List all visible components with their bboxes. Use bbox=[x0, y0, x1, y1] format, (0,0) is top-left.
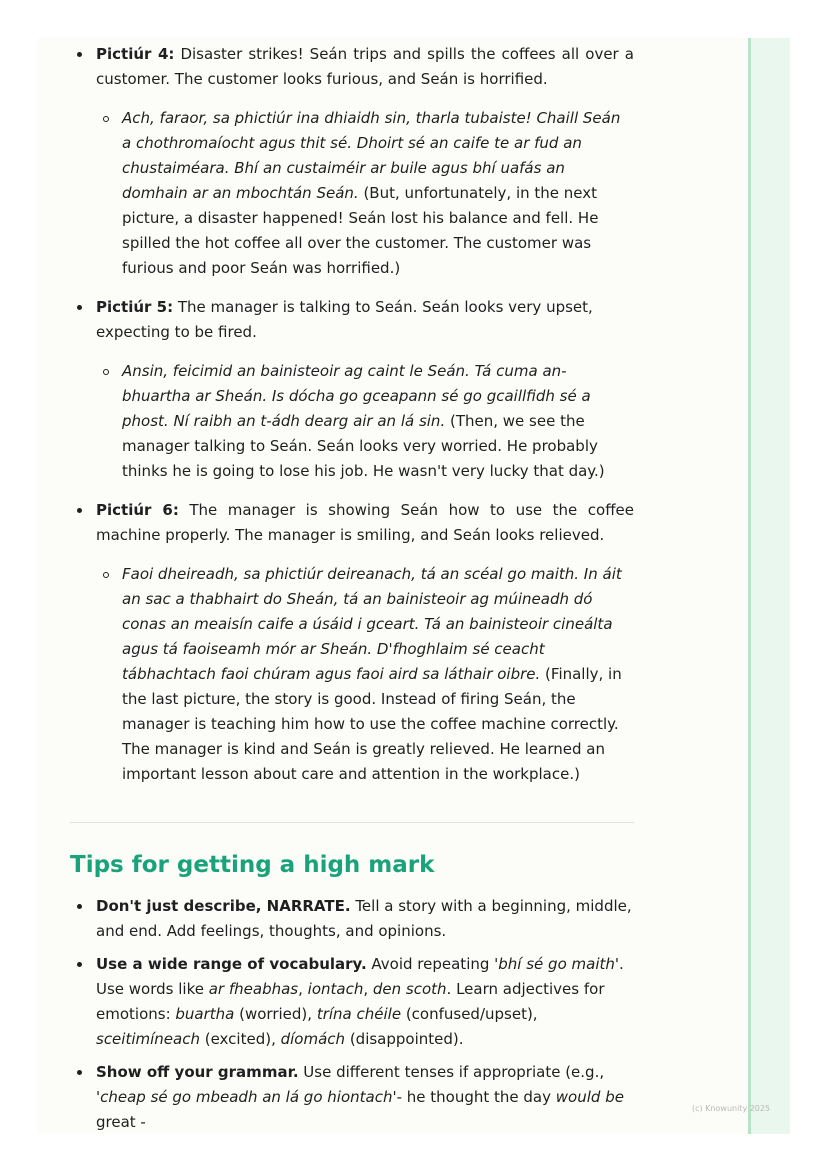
tip-2-word: díomách bbox=[280, 1030, 346, 1048]
tip-2-bold: Use a wide range of vocabulary. bbox=[96, 955, 367, 973]
tip-3-bold: Show off your grammar. bbox=[96, 1063, 299, 1081]
picture-6-irish-item bbox=[96, 562, 634, 787]
picture-5-irish: Ansin, feicimid an bainisteoir ag caint le Seán. Tá cuma an-bhuartha ar Sheán. Is dócha go gceapann sé go gcaillfidh sé a phost. Ní raibh an t-ádh dearg air an lá sin. bbox=[122, 362, 591, 430]
picture-6-item bbox=[70, 498, 634, 787]
tips-list bbox=[70, 894, 634, 1143]
picture-4-irish-item bbox=[96, 106, 634, 281]
tip-3-example: 'cheap sé go mbeadh an lá go hiontach' bbox=[96, 1088, 397, 1106]
tip-3-text: Use different tenses if appropriate (e.g., bbox=[298, 1063, 605, 1081]
tip-3-text: great - bbox=[96, 1113, 146, 1131]
picture-4-item bbox=[70, 42, 634, 281]
tip-2-text: (confused/upset), bbox=[401, 1005, 538, 1023]
tip-2-word: buartha bbox=[175, 1005, 235, 1023]
picture-descriptions bbox=[70, 42, 634, 801]
tip-1-bold: Don't just describe, NARRATE. bbox=[96, 897, 351, 915]
picture-4-label: Pictiúr 4: bbox=[96, 45, 175, 63]
side-accent-bar bbox=[748, 38, 790, 1134]
picture-6-text: The manager is showing Seán how to use the coffee machine properly. The manager is smiling, and Seán looks relieved. bbox=[96, 501, 634, 544]
copyright-footer: (c) Knowunity 2025 bbox=[692, 1104, 771, 1113]
tip-2-text: (disappointed). bbox=[345, 1030, 464, 1048]
tip-2-text: (worried), bbox=[234, 1005, 317, 1023]
picture-4-summary bbox=[96, 42, 634, 92]
picture-5-translation: (Then, we see the manager talking to Seán. Seán looks very worried. He probably thinks he is going to lose his job. He wasn't very lucky that day.) bbox=[122, 412, 605, 480]
tip-2-text: Avoid repeating bbox=[366, 955, 495, 973]
picture-6-translation: (Finally, in the last picture, the story is good. Instead of firing Seán, the manager is teaching him how to use the coffee machine correctly. The manager is kind and Seán is greatly relieved. He learned an important lesson about care and attention in the workplace.) bbox=[122, 665, 622, 783]
picture-6-summary bbox=[96, 498, 634, 548]
tip-2-word: sceitimíneach bbox=[96, 1030, 200, 1048]
tip-narrate bbox=[70, 894, 634, 944]
picture-4-irish: Ach, faraor, sa phictiúr ina dhiaidh sin, tharla tubaiste! Chaill Seán a chothromaíocht agus thit sé. Dhoirt sé an caife te ar fud an chustaiméara. Bhí an custaiméir ar buile agus bhí uafás an domhain ar an mbochtán Seán. bbox=[122, 109, 621, 202]
tip-2-word: iontach bbox=[307, 980, 364, 998]
picture-6-label: Pictiúr 6: bbox=[96, 501, 179, 519]
tip-3-emphasis: would be bbox=[555, 1088, 624, 1106]
tip-2-text: . Learn adjectives for emotions: bbox=[96, 980, 605, 1023]
picture-5-label: Pictiúr 5: bbox=[96, 298, 174, 316]
tip-3-text: - he thought the day bbox=[396, 1088, 556, 1106]
picture-5-summary bbox=[96, 295, 634, 345]
tip-2-word: den scoth bbox=[372, 980, 447, 998]
tip-2-text: (excited), bbox=[199, 1030, 281, 1048]
picture-6-irish: Faoi dheireadh, sa phictiúr deireanach, tá an scéal go maith. In áit an sac a thabhairt do Sheán, tá an bainisteoir ag múineadh dó conas an meaisín caife a úsáid i gceart. Tá an bainisteoir cineálta agus tá faoiseamh mór ar Sheán. D'fhoghlaim sé ceacht tábhachtach faoi chúram agus faoi aird sa láthair oibre. bbox=[122, 565, 622, 683]
tips-heading: Tips for getting a high mark bbox=[70, 852, 435, 878]
picture-4-translation: (But, unfortunately, in the next picture, a disaster happened! Seán lost his balance and fell. He spilled the hot coffee all over the customer. The customer was furious and poor Seán was horrified.) bbox=[122, 184, 599, 277]
tip-2-word: ar fheabhas bbox=[208, 980, 299, 998]
picture-5-irish-item bbox=[96, 359, 634, 484]
tip-2-text: . Use words like bbox=[96, 955, 624, 998]
tip-vocabulary bbox=[70, 952, 634, 1052]
tip-2-word: trína chéile bbox=[316, 1005, 402, 1023]
tip-2-phrase: 'bhí sé go maith' bbox=[494, 955, 620, 973]
picture-5-text: The manager is talking to Seán. Seán looks very upset, expecting to be fired. bbox=[96, 298, 593, 341]
picture-5-item bbox=[70, 295, 634, 484]
tip-2-text: , bbox=[298, 980, 308, 998]
tip-grammar bbox=[70, 1060, 634, 1135]
tip-2-text: , bbox=[363, 980, 373, 998]
picture-4-text: Disaster strikes! Seán trips and spills the coffees all over a customer. The customer looks furious, and Seán is horrified. bbox=[96, 45, 634, 88]
tip-1-text: Tell a story with a beginning, middle, and end. Add feelings, thoughts, and opinions. bbox=[96, 897, 632, 940]
section-divider bbox=[70, 822, 634, 823]
